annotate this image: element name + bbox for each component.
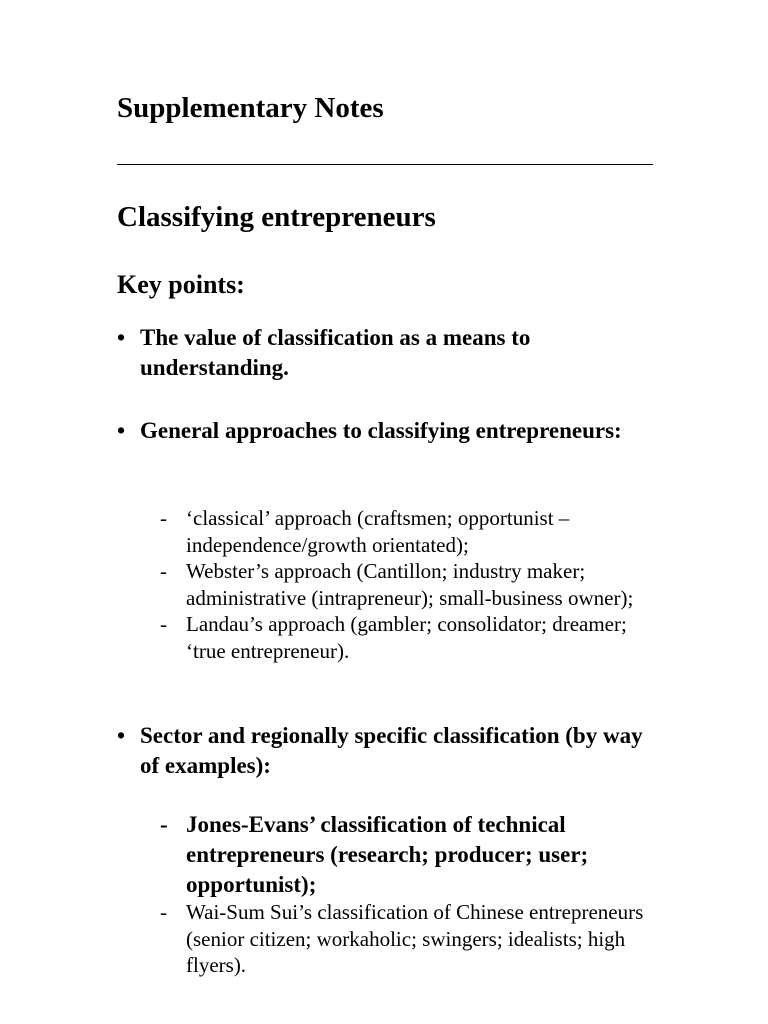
section-title: Classifying entrepreneurs (117, 201, 436, 233)
horizontal-rule (117, 164, 653, 165)
sector-examples-list-continued (160, 899, 650, 979)
list-item-text: ‘classical’ approach (craftsmen; opportunist – independence/growth orientated); (186, 506, 570, 557)
bullet-item-value-of-classification (117, 323, 657, 383)
list-item-text: Wai-Sum Sui’s classification of Chinese entrepreneurs (senior citizen; workaholic; swingers; idealists; high flyers). (186, 900, 644, 977)
list-item-text: Webster’s approach (Cantillon; industry maker; administrative (intrapreneur); small-business owner); (186, 559, 634, 610)
list-item (160, 505, 650, 558)
general-approaches-list (160, 505, 650, 664)
bullet-icon: • (117, 325, 126, 350)
document-title: Supplementary Notes (117, 92, 384, 124)
dash-marker: - (160, 559, 167, 583)
list-item (160, 899, 650, 979)
bullet-text: General approaches to classifying entrepreneurs: (140, 418, 622, 443)
bullet-item-general-approaches (117, 416, 657, 446)
bullet-text: Sector and regionally specific classification (by way of examples): (140, 723, 643, 778)
list-item-text: Jones-Evans’ classification of technical entrepreneurs (research; producer; user; opportunist); (186, 812, 589, 897)
dash-marker: - (160, 812, 168, 837)
sector-examples-list (160, 810, 650, 900)
bullet-icon: • (117, 418, 126, 443)
list-item (160, 558, 650, 611)
dash-marker: - (160, 506, 167, 530)
list-item-text: Landau’s approach (gambler; consolidator; dreamer; ‘true entrepreneur). (186, 612, 627, 663)
bullet-item-sector-classification (117, 721, 657, 781)
dash-marker: - (160, 900, 167, 924)
dash-marker: - (160, 612, 167, 636)
key-points-heading: Key points: (117, 270, 245, 299)
bullet-icon: • (117, 723, 126, 748)
list-item (160, 810, 650, 900)
bullet-text: The value of classification as a means to understanding. (140, 325, 531, 380)
list-item (160, 611, 650, 664)
